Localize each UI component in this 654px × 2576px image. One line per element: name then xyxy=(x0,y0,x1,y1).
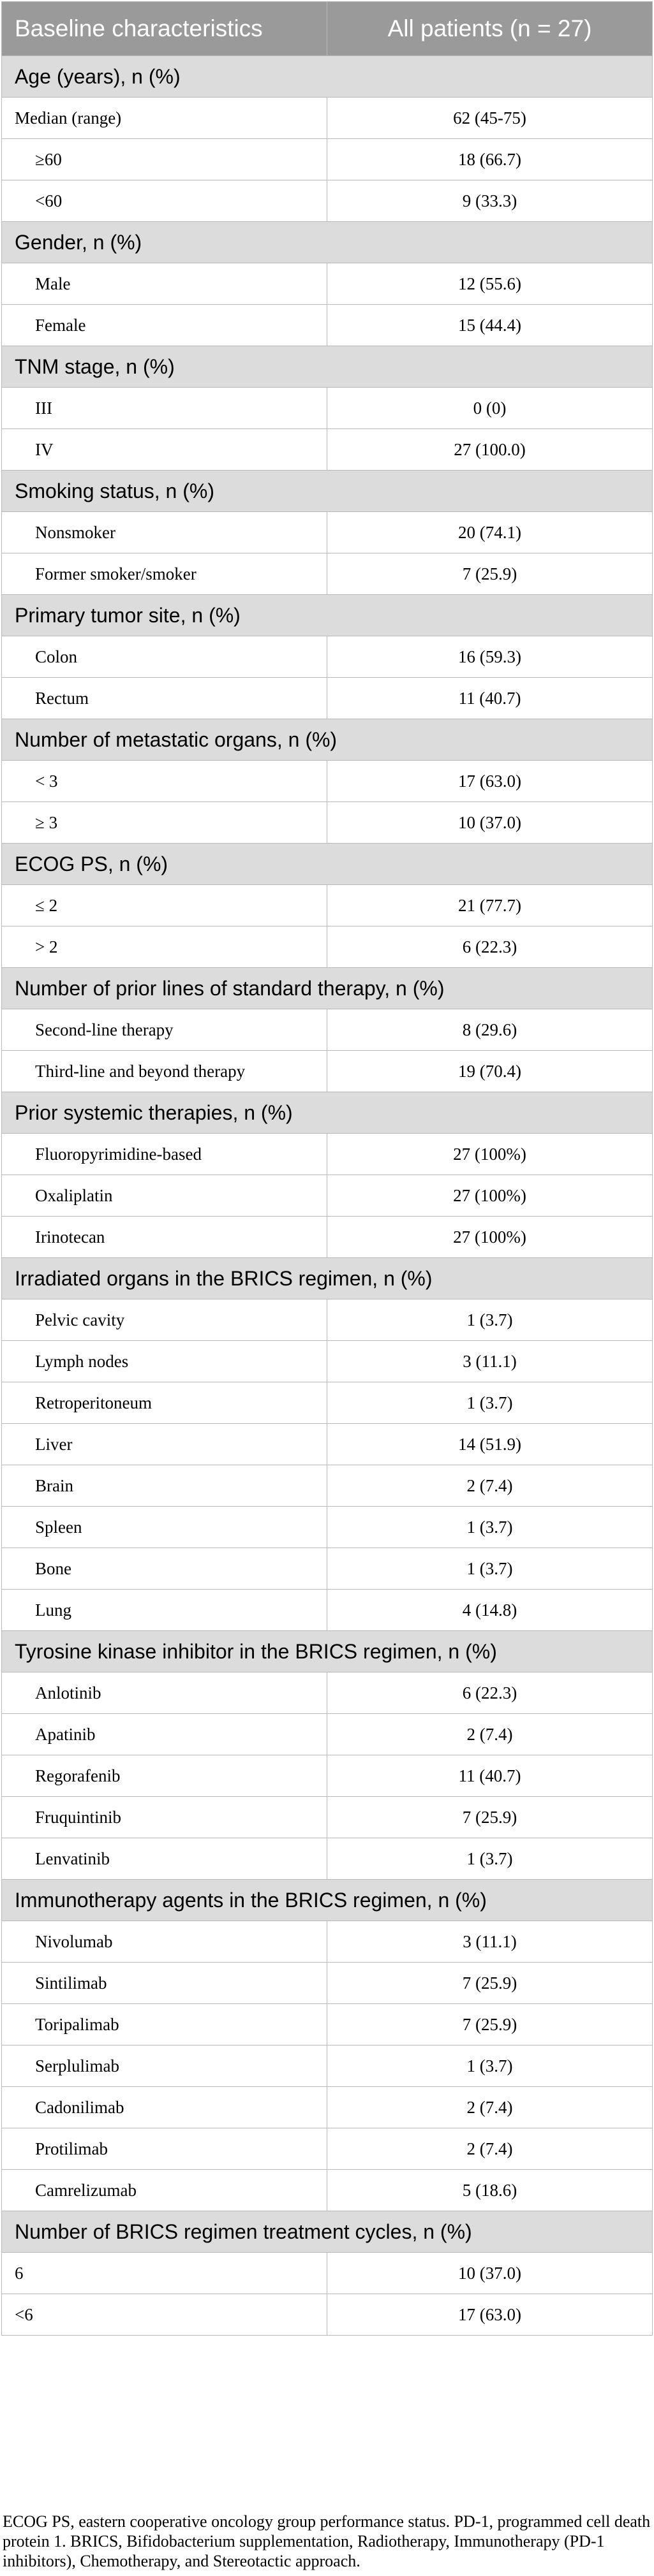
row-label: Lymph nodes xyxy=(2,1341,327,1382)
row-value: 10 (37.0) xyxy=(327,2253,653,2294)
row-value: 1 (3.7) xyxy=(327,1507,653,1548)
table-row xyxy=(2,1382,653,1424)
row-value: 7 (25.9) xyxy=(327,553,653,595)
row-label: Former smoker/smoker xyxy=(2,553,327,595)
section-title: Smoking status, n (%) xyxy=(2,471,653,512)
table-row xyxy=(2,139,653,180)
row-label: Brain xyxy=(2,1465,327,1507)
row-value: 0 (0) xyxy=(327,388,653,429)
row-value: 17 (63.0) xyxy=(327,2294,653,2336)
row-value: 2 (7.4) xyxy=(327,1465,653,1507)
row-label: Anlotinib xyxy=(2,1672,327,1714)
table-row xyxy=(2,1672,653,1714)
table-row xyxy=(2,926,653,968)
row-value: 27 (100%) xyxy=(327,1217,653,1258)
section-header-row xyxy=(2,719,653,761)
section-header-row xyxy=(2,1631,653,1672)
header-characteristics: Baseline characteristics xyxy=(2,2,327,56)
row-value: 27 (100%) xyxy=(327,1134,653,1175)
section-title: Irradiated organs in the BRICS regimen, n (%) xyxy=(2,1258,653,1299)
row-value: 3 (11.1) xyxy=(327,1921,653,1963)
section-header-row xyxy=(2,1258,653,1299)
row-value: 7 (25.9) xyxy=(327,2004,653,2045)
table-row xyxy=(2,885,653,926)
table-row xyxy=(2,761,653,802)
row-value: 1 (3.7) xyxy=(327,2045,653,2087)
row-label: Irinotecan xyxy=(2,1217,327,1258)
table-row xyxy=(2,2045,653,2087)
row-value: 7 (25.9) xyxy=(327,1797,653,1838)
row-value: 2 (7.4) xyxy=(327,2087,653,2128)
row-value: 1 (3.7) xyxy=(327,1382,653,1424)
row-value: 14 (51.9) xyxy=(327,1424,653,1465)
section-header-row xyxy=(2,595,653,636)
row-value: 12 (55.6) xyxy=(327,263,653,305)
section-title: Number of prior lines of standard therapy, n (%) xyxy=(2,968,653,1009)
row-label: Median (range) xyxy=(2,98,327,139)
table-row xyxy=(2,2294,653,2336)
row-value: 11 (40.7) xyxy=(327,678,653,719)
section-title: TNM stage, n (%) xyxy=(2,346,653,388)
row-label: Camrelizumab xyxy=(2,2170,327,2211)
table-row xyxy=(2,98,653,139)
table-row xyxy=(2,1424,653,1465)
row-label: Oxaliplatin xyxy=(2,1175,327,1217)
table-row xyxy=(2,1009,653,1051)
section-header-row xyxy=(2,1092,653,1134)
table-row xyxy=(2,512,653,553)
row-value: 9 (33.3) xyxy=(327,180,653,222)
row-label: <60 xyxy=(2,180,327,222)
table-row xyxy=(2,1590,653,1631)
row-label: < 3 xyxy=(2,761,327,802)
row-value: 18 (66.7) xyxy=(327,139,653,180)
row-label: Colon xyxy=(2,636,327,678)
row-label: Protilimab xyxy=(2,2128,327,2170)
row-label: Apatinib xyxy=(2,1714,327,1755)
table-row xyxy=(2,1838,653,1880)
section-title: Prior systemic therapies, n (%) xyxy=(2,1092,653,1134)
row-label: Third-line and beyond therapy xyxy=(2,1051,327,1092)
table-row xyxy=(2,1755,653,1797)
row-value: 2 (7.4) xyxy=(327,2128,653,2170)
row-label: Pelvic cavity xyxy=(2,1299,327,1341)
table-row xyxy=(2,1175,653,1217)
table-row xyxy=(2,678,653,719)
table-row xyxy=(2,1465,653,1507)
table-row xyxy=(2,2004,653,2045)
row-label: Spleen xyxy=(2,1507,327,1548)
row-label: Toripalimab xyxy=(2,2004,327,2045)
row-label: Male xyxy=(2,263,327,305)
row-label: ≤ 2 xyxy=(2,885,327,926)
row-value: 20 (74.1) xyxy=(327,512,653,553)
table-row xyxy=(2,636,653,678)
row-value: 15 (44.4) xyxy=(327,305,653,346)
row-value: 27 (100.0) xyxy=(327,429,653,471)
row-value: 19 (70.4) xyxy=(327,1051,653,1092)
row-value: 7 (25.9) xyxy=(327,1963,653,2004)
section-header-row xyxy=(2,346,653,388)
table-row xyxy=(2,305,653,346)
row-value: 1 (3.7) xyxy=(327,1838,653,1880)
row-label: Cadonilimab xyxy=(2,2087,327,2128)
table-row xyxy=(2,2087,653,2128)
table-body xyxy=(2,56,653,2336)
row-value: 3 (11.1) xyxy=(327,1341,653,1382)
row-value: 11 (40.7) xyxy=(327,1755,653,1797)
table-row xyxy=(2,1341,653,1382)
row-label: Retroperitoneum xyxy=(2,1382,327,1424)
table-footnote: ECOG PS, eastern cooperative oncology group performance status. PD-1, programmed cell death protein 1. BRICS, Bifidobacterium supplementation, Radiotherapy, Immunotherapy (PD-1 inhibitors), Chemotherapy, and Stereotactic approach. xyxy=(3,2512,651,2570)
table-row xyxy=(2,1217,653,1258)
row-label: Lenvatinib xyxy=(2,1838,327,1880)
section-header-row xyxy=(2,968,653,1009)
table-row xyxy=(2,1921,653,1963)
section-header-row xyxy=(2,844,653,885)
row-value: 62 (45-75) xyxy=(327,98,653,139)
table-row xyxy=(2,1797,653,1838)
row-label: Fruquintinib xyxy=(2,1797,327,1838)
section-header-row xyxy=(2,471,653,512)
row-label: Regorafenib xyxy=(2,1755,327,1797)
row-label: 6 xyxy=(2,2253,327,2294)
table-row xyxy=(2,1134,653,1175)
row-label: <6 xyxy=(2,2294,327,2336)
table-row xyxy=(2,263,653,305)
table-row xyxy=(2,553,653,595)
section-title: Number of BRICS regimen treatment cycles, n (%) xyxy=(2,2211,653,2253)
table-header-row xyxy=(2,2,653,56)
row-label: Female xyxy=(2,305,327,346)
table-row xyxy=(2,1051,653,1092)
row-label: Serplulimab xyxy=(2,2045,327,2087)
table-row xyxy=(2,2128,653,2170)
row-label: Fluoropyrimidine-based xyxy=(2,1134,327,1175)
row-label: Lung xyxy=(2,1590,327,1631)
table-row xyxy=(2,1714,653,1755)
baseline-characteristics-table xyxy=(1,1,653,2336)
row-value: 6 (22.3) xyxy=(327,1672,653,1714)
row-value: 8 (29.6) xyxy=(327,1009,653,1051)
section-title: Immunotherapy agents in the BRICS regimen, n (%) xyxy=(2,1880,653,1921)
row-label: Second-line therapy xyxy=(2,1009,327,1051)
row-label: Sintilimab xyxy=(2,1963,327,2004)
row-value: 27 (100%) xyxy=(327,1175,653,1217)
section-header-row xyxy=(2,222,653,263)
table-row xyxy=(2,1299,653,1341)
section-title: Primary tumor site, n (%) xyxy=(2,595,653,636)
row-label: Bone xyxy=(2,1548,327,1590)
row-label: III xyxy=(2,388,327,429)
row-value: 16 (59.3) xyxy=(327,636,653,678)
row-label: IV xyxy=(2,429,327,471)
header-all-patients: All patients (n = 27) xyxy=(327,2,653,56)
row-value: 1 (3.7) xyxy=(327,1299,653,1341)
table-row xyxy=(2,802,653,844)
table-row xyxy=(2,2170,653,2211)
row-label: Liver xyxy=(2,1424,327,1465)
table-row xyxy=(2,1963,653,2004)
section-header-row xyxy=(2,2211,653,2253)
row-value: 4 (14.8) xyxy=(327,1590,653,1631)
row-value: 21 (77.7) xyxy=(327,885,653,926)
table-row xyxy=(2,429,653,471)
table-row xyxy=(2,388,653,429)
section-title: ECOG PS, n (%) xyxy=(2,844,653,885)
row-value: 1 (3.7) xyxy=(327,1548,653,1590)
row-label: Nonsmoker xyxy=(2,512,327,553)
row-value: 10 (37.0) xyxy=(327,802,653,844)
row-value: 17 (63.0) xyxy=(327,761,653,802)
section-header-row xyxy=(2,56,653,98)
table-row xyxy=(2,1548,653,1590)
section-title: Tyrosine kinase inhibitor in the BRICS regimen, n (%) xyxy=(2,1631,653,1672)
table-row xyxy=(2,1507,653,1548)
section-title: Gender, n (%) xyxy=(2,222,653,263)
table-row xyxy=(2,180,653,222)
section-header-row xyxy=(2,1880,653,1921)
row-value: 6 (22.3) xyxy=(327,926,653,968)
section-title: Number of metastatic organs, n (%) xyxy=(2,719,653,761)
row-label: Rectum xyxy=(2,678,327,719)
section-title: Age (years), n (%) xyxy=(2,56,653,98)
row-label: Nivolumab xyxy=(2,1921,327,1963)
row-value: 5 (18.6) xyxy=(327,2170,653,2211)
row-label: ≥ 3 xyxy=(2,802,327,844)
row-label: > 2 xyxy=(2,926,327,968)
table-row xyxy=(2,2253,653,2294)
row-value: 2 (7.4) xyxy=(327,1714,653,1755)
row-label: ≥60 xyxy=(2,139,327,180)
